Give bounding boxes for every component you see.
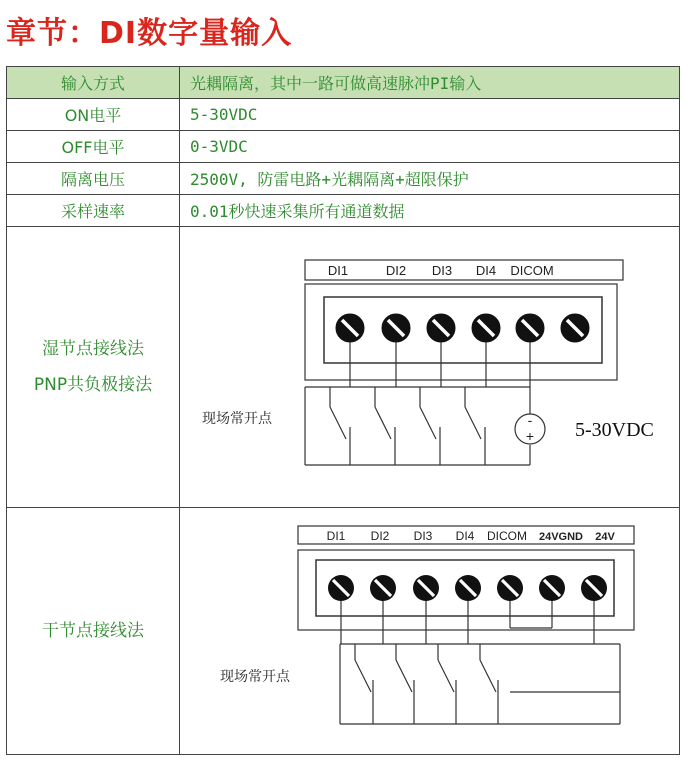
table-row: [7, 163, 680, 195]
wet-terminal-label-strip: [305, 260, 623, 280]
dry-terminal-label: DI2: [370, 529, 390, 543]
dry-terminal-label: 24VGND: [538, 531, 584, 543]
spec-value: 光耦隔离，其中一路可做高速脉冲PI输入: [180, 67, 680, 99]
wet-voltage-label: 5-30VDC: [575, 419, 654, 441]
wet-label-line1: 湿节点接线法: [42, 339, 144, 359]
page-title: 章节：DI数字量输入: [6, 16, 293, 51]
dry-wiring-diagram: [180, 508, 680, 755]
wet-terminal-label: DI2: [385, 263, 407, 278]
wet-wiring-row: [7, 227, 680, 508]
spec-label: ON电平: [7, 99, 180, 131]
dry-wiring-row: [7, 508, 680, 755]
spec-label: 输入方式: [7, 67, 180, 99]
wet-terminal-inner: [324, 297, 602, 363]
table-row: [7, 195, 680, 227]
dry-terminal-label: DICOM: [487, 529, 527, 543]
spec-table: [6, 66, 680, 755]
spec-value: 2500V, 防雷电路+光耦隔离+超限保护: [180, 163, 680, 195]
spec-value: 0-3VDC: [180, 131, 680, 163]
dry-wiring-label: 干节点接线法: [7, 508, 180, 755]
dry-terminal-label: 24V: [595, 531, 615, 543]
table-row: [7, 99, 680, 131]
spec-value: 0.01秒快速采集所有通道数据: [180, 195, 680, 227]
dry-diagram-svg: [180, 508, 680, 754]
spec-label: OFF电平: [7, 131, 180, 163]
table-row: [7, 67, 680, 99]
spec-value: 5-30VDC: [180, 99, 680, 131]
spec-label: 隔离电压: [7, 163, 180, 195]
wet-switch-label: 现场常开点: [202, 410, 272, 426]
wet-terminal-label: DI3: [431, 263, 453, 278]
dry-terminal-label: DI3: [413, 529, 433, 543]
wet-diagram-svg: [180, 227, 680, 507]
dry-terminal-label: DI1: [326, 529, 346, 543]
table-row: [7, 131, 680, 163]
wet-terminal-label: DI4: [475, 263, 497, 278]
dry-switch-label: 现场常开点: [220, 668, 290, 684]
source-minus: -: [527, 412, 533, 428]
spec-label: 采样速率: [7, 195, 180, 227]
source-plus: +: [525, 428, 535, 444]
wet-terminal-label: DICOM: [510, 263, 554, 278]
dry-terminal-label: DI4: [455, 529, 475, 543]
wet-wiring-diagram: [180, 227, 680, 508]
wet-label-line2: PNP共负极接法: [33, 375, 153, 395]
wet-wiring-label: [7, 227, 180, 508]
wet-terminal-label: DI1: [327, 263, 349, 278]
